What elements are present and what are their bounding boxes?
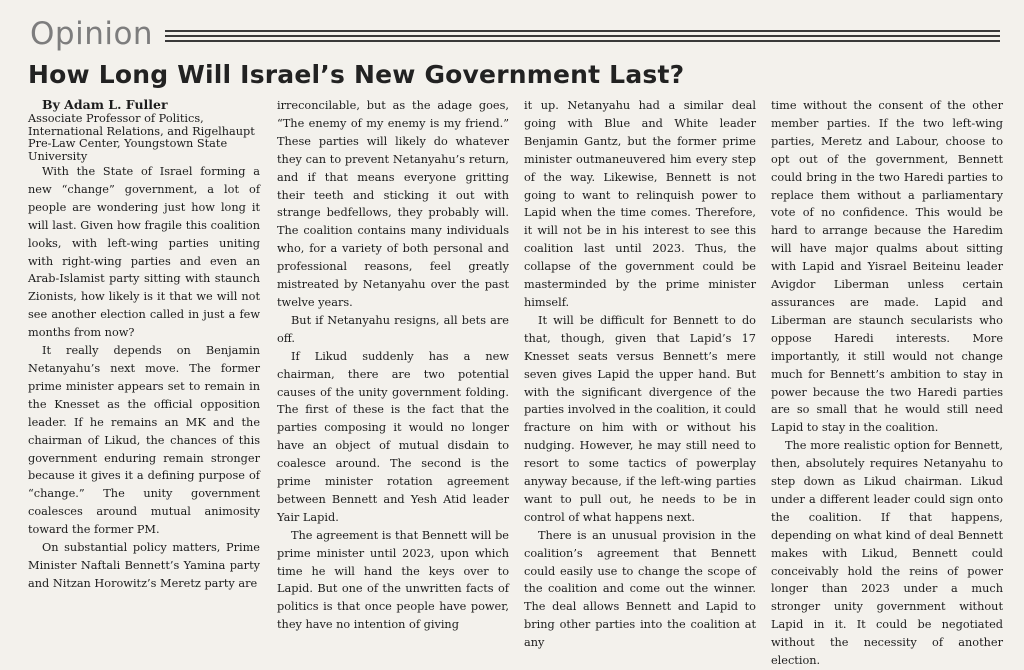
paragraph: There is an unusual provision in the coalition’s agreement that Bennett could easily use to change the scope of the coalition and come out the winner. The deal allows Bennett and Lapid to bring other parties into the coalition at any bbox=[524, 528, 756, 650]
section-header bbox=[30, 14, 1000, 54]
paragraph: It will be difficult for Bennett to do that, though, given that Lapid’s 17 Knesset seats versus Bennett’s mere seven gives Lapid the upper hand. But with the significant divergence of the parties involved in the coalition, it could fracture on him with or without his nudging. However, he may still need to resort to some tactics of powerplay anyway because, if the left-wing parties want to pull out, he needs to be in control of what happens next. bbox=[524, 313, 756, 524]
paragraph: On substantial policy matters, Prime Minister Naftali Bennett’s Yamina party and Nitzan Horowitz’s Meretz party are bbox=[28, 541, 260, 590]
paragraph: But if Netanyahu resigns, all bets are off. bbox=[277, 313, 509, 345]
paragraph: irreconcilable, but as the adage goes, “The enemy of my enemy is my friend.” These parties will likely do whatever they can to prevent Netanyahu’s return, and if that means everyone gritting their teeth and sticking it out with strange bedfellows, they probably will. The coalition contains many individuals who, for a variety of both personal and professional reasons, feel greatly mistreated by Netanyahu over the past twelve years. bbox=[277, 99, 509, 309]
paragraph: If Likud suddenly has a new chairman, there are two potential causes of the unity government folding. The first of these is the fact that the parties composing it would no longer have an object of mutual disdain to coalesce around. The second is the prime minister rotation agreement between Bennett and Yesh Atid leader Yair Lapid. bbox=[277, 349, 509, 524]
author-credit: Associate Professor of Politics, International Relations, and Rigelhaupt Pre-Law Center, Youngstown State University bbox=[28, 112, 255, 163]
header-rules bbox=[165, 26, 1000, 42]
paragraph: The agreement is that Bennett will be prime minister until 2023, upon which time he will hand the keys over to Lapid. But one of the unwritten facts of politics is that once people have power, they have no intention of giving bbox=[277, 528, 509, 632]
column-1 bbox=[28, 97, 260, 590]
column-4 bbox=[771, 97, 1003, 668]
paragraph: With the State of Israel forming a new “change” government, a lot of people are wondering just how long it will last. Given how fragile this coalition looks, with left-wing parties uniting with right-wing parties and even an Arab-Islamist party sitting with staunch Zionists, how likely is it that we will not see another election called in just a few months from now? bbox=[28, 165, 260, 340]
paragraph: it up. Netanyahu had a similar deal going with Blue and White leader Benjamin Gantz, but the former prime minister outmaneuvered him every step of the way. Likewise, Bennett is not going to want to relinquish power to Lapid when the time comes. Therefore, it will not be in his interest to see this coalition last until 2023. Thus, the collapse of the government could be masterminded by the prime minister himself. bbox=[524, 99, 756, 309]
paragraph: time without the consent of the other member parties. If the two left-wing parties, Meretz and Labour, choose to opt out of the government, Bennett could bring in the two Haredi parties to replace them without a parliamentary vote of no confidence. This would be hard to arrange because the Haredim will have major qualms about sitting with Lapid and Yisrael Beiteinu leader Avigdor Liberman unless certain assurances are made. Lapid and Liberman are staunch secularists who oppose Haredi interests. More importantly, it still would not change much for Bennett’s ambition to stay in power because the two Haredi parties are so small that he would still need Lapid to stay in the coalition. bbox=[771, 99, 1003, 435]
column-3 bbox=[524, 97, 756, 650]
column-2 bbox=[277, 97, 509, 632]
byline: By Adam L. Fuller bbox=[42, 97, 168, 112]
headline: How Long Will Israel’s New Government Last? bbox=[28, 60, 685, 89]
section-label: Opinion bbox=[30, 15, 154, 52]
paragraph: It really depends on Benjamin Netanyahu’s next move. The former prime minister appears set to remain in the Knesset as the official opposition leader. If he remains an MK and the chairman of Likud, the chances of this government enduring remain stronger because it gives it a defining purpose of “change.” The unity government coalesces around mutual animosity toward the former PM. bbox=[28, 344, 260, 537]
paragraph: The more realistic option for Bennett, then, absolutely requires Netanyahu to step down as Likud chairman. Likud under a different leader could sign onto the coalition. If that happens, depending on what kind of deal Bennett makes with Likud, Bennett could conceivably hold the reins of power longer than 2023 under a much stronger unity government without Lapid in it. It could be negotiated without the necessity of another election. bbox=[771, 439, 1003, 668]
